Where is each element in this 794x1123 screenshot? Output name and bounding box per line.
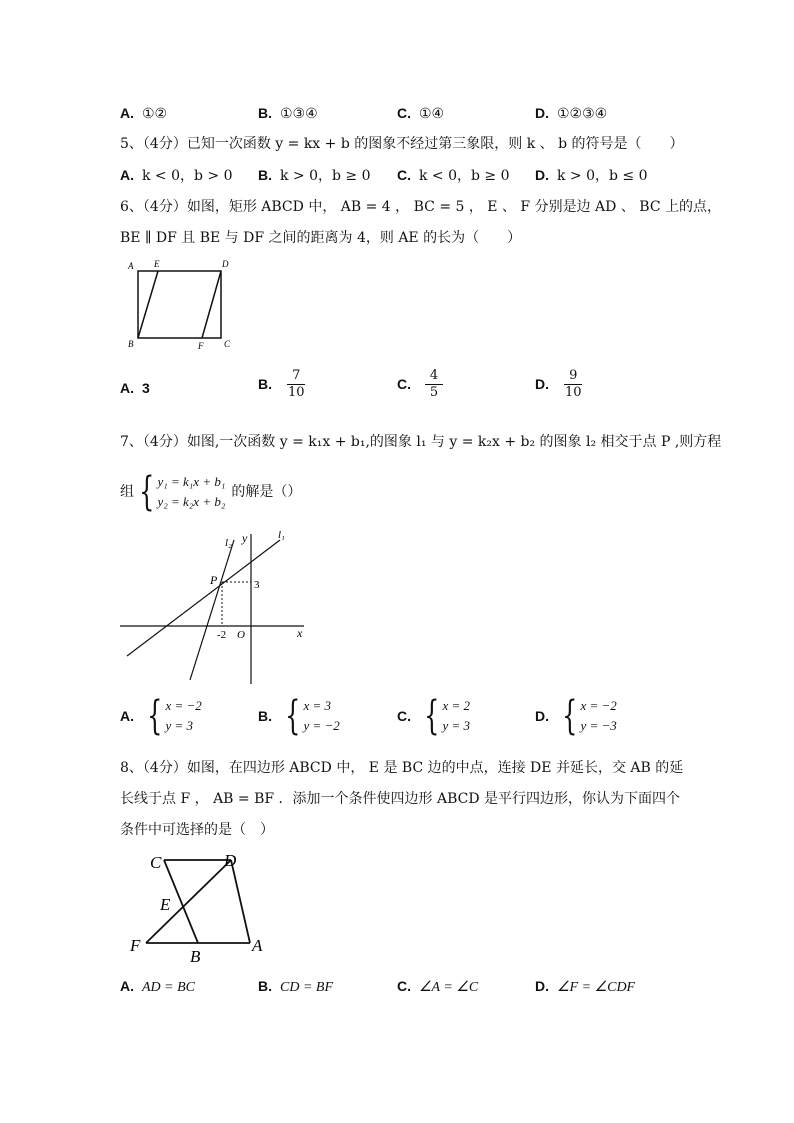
q7-option-d: D. { x = −2 y = −3 bbox=[535, 693, 617, 739]
q6-option-c: C. $\frac{4}{5}$ bbox=[397, 368, 443, 401]
q7-line1-text: 如图,一次函数 y = k₁x + b₁,的图象 l₁ 与 y = k₂x + b₂ 的图象 l₂ 相交于点 P ,则方程 bbox=[186, 434, 722, 450]
q7-figure-graph bbox=[118, 522, 318, 687]
q5-option-a: A. k < 0，b > 0 bbox=[120, 167, 233, 184]
label-f: F bbox=[130, 936, 141, 955]
q8-figure-quadrilateral bbox=[126, 848, 276, 966]
q7-eq1: y₁ = k₁x + b₁ bbox=[157, 474, 226, 489]
label-p: P bbox=[210, 573, 218, 587]
q7-option-c: C. { x = 2 y = 3 bbox=[397, 693, 470, 739]
q8-option-c: C. ∠A = ∠C bbox=[397, 978, 479, 995]
label-three: 3 bbox=[254, 579, 260, 591]
q6-stem-line1 bbox=[120, 197, 721, 217]
q8-stem-line3: 条件中可选择的是（ ） bbox=[120, 822, 274, 838]
q6-option-b: B. $\frac{7}{10}$ bbox=[258, 368, 305, 400]
label-d: D bbox=[224, 851, 237, 870]
q7-eq2: y₂ = k₂x + b₂ bbox=[157, 494, 226, 509]
q8-option-b: B. CD = BF bbox=[258, 978, 333, 995]
q4-option-a: A. ①② bbox=[120, 105, 168, 122]
line-l2 bbox=[190, 540, 234, 680]
q6-option-a: A. 3 bbox=[120, 380, 150, 396]
q4-option-c: C. ①④ bbox=[397, 105, 445, 122]
q7-suffix: 的解是（） bbox=[231, 484, 302, 500]
q5-number: 5、（4分） bbox=[120, 136, 187, 152]
q5-option-c: C. k < 0，b ≥ 0 bbox=[397, 167, 510, 184]
q7-stem-line1 bbox=[120, 432, 721, 452]
q6-stem-line2: BE ∥ DF 且 BE 与 DF 之间的距离为 4，则 AE 的长为（ ） bbox=[120, 230, 522, 246]
q8-option-d: D. ∠F = ∠CDF bbox=[535, 978, 636, 995]
segment-df bbox=[146, 860, 231, 943]
q7-prefix: 组 bbox=[120, 484, 134, 500]
q7-equation-system: { y₁ = k₁x + b₁ y₂ = k₂x + b₂ bbox=[139, 469, 226, 515]
label-y: y bbox=[242, 531, 248, 545]
segment-da bbox=[231, 860, 250, 943]
label-c: C bbox=[150, 853, 162, 872]
q5-option-d: D. k > 0，b ≤ 0 bbox=[535, 167, 648, 184]
q6-line1-text: 如图，矩形 ABCD 中， AB = 4 ， BC = 5 ， E 、 F 分别是边 AD 、 BC 上的点， bbox=[186, 199, 721, 215]
label-a: A bbox=[128, 261, 134, 271]
q5-option-b: B. k > 0，b ≥ 0 bbox=[258, 167, 371, 184]
label-neg2: -2 bbox=[217, 629, 227, 641]
rect-abcd bbox=[138, 271, 221, 338]
q5-stem bbox=[120, 134, 684, 154]
label-b: B bbox=[128, 339, 134, 349]
label-e: E bbox=[160, 895, 171, 914]
label-l2: l₂ bbox=[225, 537, 232, 549]
q8-stem-line1 bbox=[120, 758, 683, 778]
q4-option-d: D. ①②③④ bbox=[535, 105, 608, 122]
label-b: B bbox=[190, 947, 201, 966]
q8-stem-line2: 长线于点 F ， AB = BF ．添加一个条件使四边形 ABCD 是平行四边形，你认为下面四个 bbox=[120, 791, 681, 807]
segment-df bbox=[202, 271, 221, 338]
q8-line1-text: 如图，在四边形 ABCD 中， E 是 BC 边的中点，连接 DE 并延长，交 AB 的延 bbox=[186, 760, 684, 776]
label-c: C bbox=[224, 339, 231, 349]
label-f: F bbox=[198, 341, 204, 351]
q6-number: 6、（4分） bbox=[120, 199, 187, 215]
segment-be bbox=[138, 271, 158, 338]
label-l1: l₁ bbox=[278, 529, 285, 541]
q8-option-a: A. AD = BC bbox=[120, 978, 195, 995]
q7-option-a: A. { x = −2 y = 3 bbox=[120, 693, 202, 739]
q5-text: 已知一次函数 y = kx + b 的图象不经过第三象限，则 k 、 b 的符号是（ ） bbox=[186, 136, 684, 152]
q6-option-d: D. $\frac{9}{10}$ bbox=[535, 368, 582, 400]
q8-number: 8、（4分） bbox=[120, 760, 187, 776]
q6-figure-rectangle bbox=[120, 253, 240, 353]
q7-number: 7、（4分） bbox=[120, 434, 187, 450]
q7-option-b: B. { x = 3 y = −2 bbox=[258, 693, 340, 739]
q7-stem-line2 bbox=[120, 470, 301, 514]
label-a: A bbox=[252, 936, 263, 955]
label-x: x bbox=[297, 626, 303, 640]
label-o: O bbox=[237, 629, 245, 641]
label-d: D bbox=[222, 259, 229, 269]
label-e: E bbox=[154, 259, 160, 269]
q4-option-b: B. ①③④ bbox=[258, 105, 318, 122]
